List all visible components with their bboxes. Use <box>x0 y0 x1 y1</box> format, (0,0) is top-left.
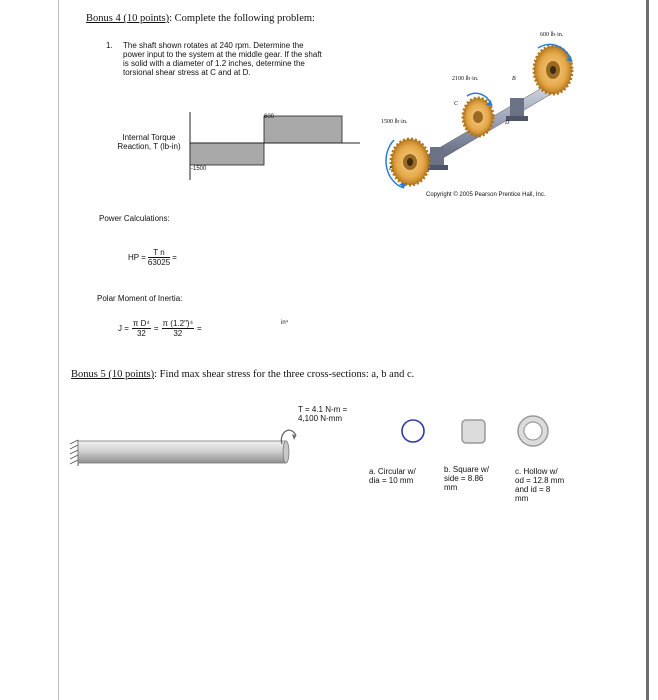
right-gear-load: 600 lb·in. <box>540 32 564 38</box>
section-b-label <box>444 465 489 492</box>
section-c-line2: od = 12.8 mm <box>515 476 565 485</box>
torque-positive-value: 600 <box>264 114 275 120</box>
j-unit: in⁴ <box>281 320 289 326</box>
torque-negative-value: -1500 <box>191 166 207 172</box>
bonus5-heading-label: Bonus 5 (10 points) <box>71 369 155 380</box>
shaft-end <box>283 441 289 463</box>
j-denominator-2: 32 <box>173 329 183 338</box>
hp-denominator: 63025 <box>147 258 171 267</box>
problem-line-1: The shaft shown rotates at 240 rpm. Determine the <box>123 41 304 50</box>
j-numerator-2: π (1.2")⁴ <box>162 319 194 328</box>
bonus5-torque-line1: T = 4.1 N-m = <box>298 405 348 414</box>
middle-gear-load: 2100 lb·in. <box>452 76 479 82</box>
section-c-line3: and id = 8 <box>515 485 551 494</box>
hollow-section-inner-icon <box>524 422 542 440</box>
torque-label-line1: Internal Torque <box>122 133 176 142</box>
torque-label-line2: Reaction, T (lb-in) <box>117 142 181 151</box>
section-b-line2: side = 8.86 <box>444 474 484 483</box>
section-c-label <box>515 467 564 503</box>
section-b-line3: mm <box>444 483 458 492</box>
section-a-label <box>369 467 416 485</box>
problem-line-4: torsional shear stress at C and at D. <box>123 68 251 77</box>
j-equals-2: = <box>197 324 202 333</box>
polar-heading: Polar Moment of Inertia: <box>97 294 183 303</box>
hp-lhs: HP = <box>128 253 146 262</box>
section-a-line1: a. Circular w/ <box>369 467 416 476</box>
square-section-icon <box>462 420 485 443</box>
section-b-line1: b. Square w/ <box>444 465 489 474</box>
point-c-label: C <box>454 101 459 107</box>
cantilever-shaft <box>78 441 286 463</box>
j-denominator-1: 32 <box>136 329 146 338</box>
point-d-label: D <box>505 120 510 126</box>
power-heading: Power Calculations: <box>99 214 170 223</box>
problem-line-2: power input to the system at the middle gear. If the shaft <box>123 50 322 59</box>
left-gear-load: 1500 lb·in. <box>381 119 408 125</box>
hp-numerator: T n <box>148 248 170 258</box>
problem-number: 1. <box>106 41 113 50</box>
point-b-label: B <box>512 76 516 82</box>
bonus4-heading-rest: : Complete the following problem: <box>169 13 315 24</box>
circular-section-icon <box>402 420 424 442</box>
j-lhs: J = <box>118 324 129 333</box>
section-c-line1: c. Hollow w/ <box>515 467 558 476</box>
section-a-line2: dia = 10 mm <box>369 476 414 485</box>
j-numerator-1: π D⁴ <box>132 319 150 328</box>
section-c-line4: mm <box>515 494 529 503</box>
point-e-label: E <box>389 166 393 172</box>
bonus4-heading-label: Bonus 4 (10 points) <box>86 13 170 24</box>
hp-equals: = <box>172 253 177 262</box>
copyright-notice: Copyright © 2005 Pearson Prentice Hall, Inc. <box>426 192 546 198</box>
problem-line-3: is solid with a diameter of 1.2 inches, determine the <box>123 59 305 68</box>
fixed-wall-icon <box>70 440 78 466</box>
bonus5-heading-rest: : Find max shear stress for the three cross-sections: a, b and c. <box>154 369 415 380</box>
bonus5-torque-line2: 4,100 N-mm <box>298 414 343 423</box>
j-equals-1: = <box>153 324 159 333</box>
